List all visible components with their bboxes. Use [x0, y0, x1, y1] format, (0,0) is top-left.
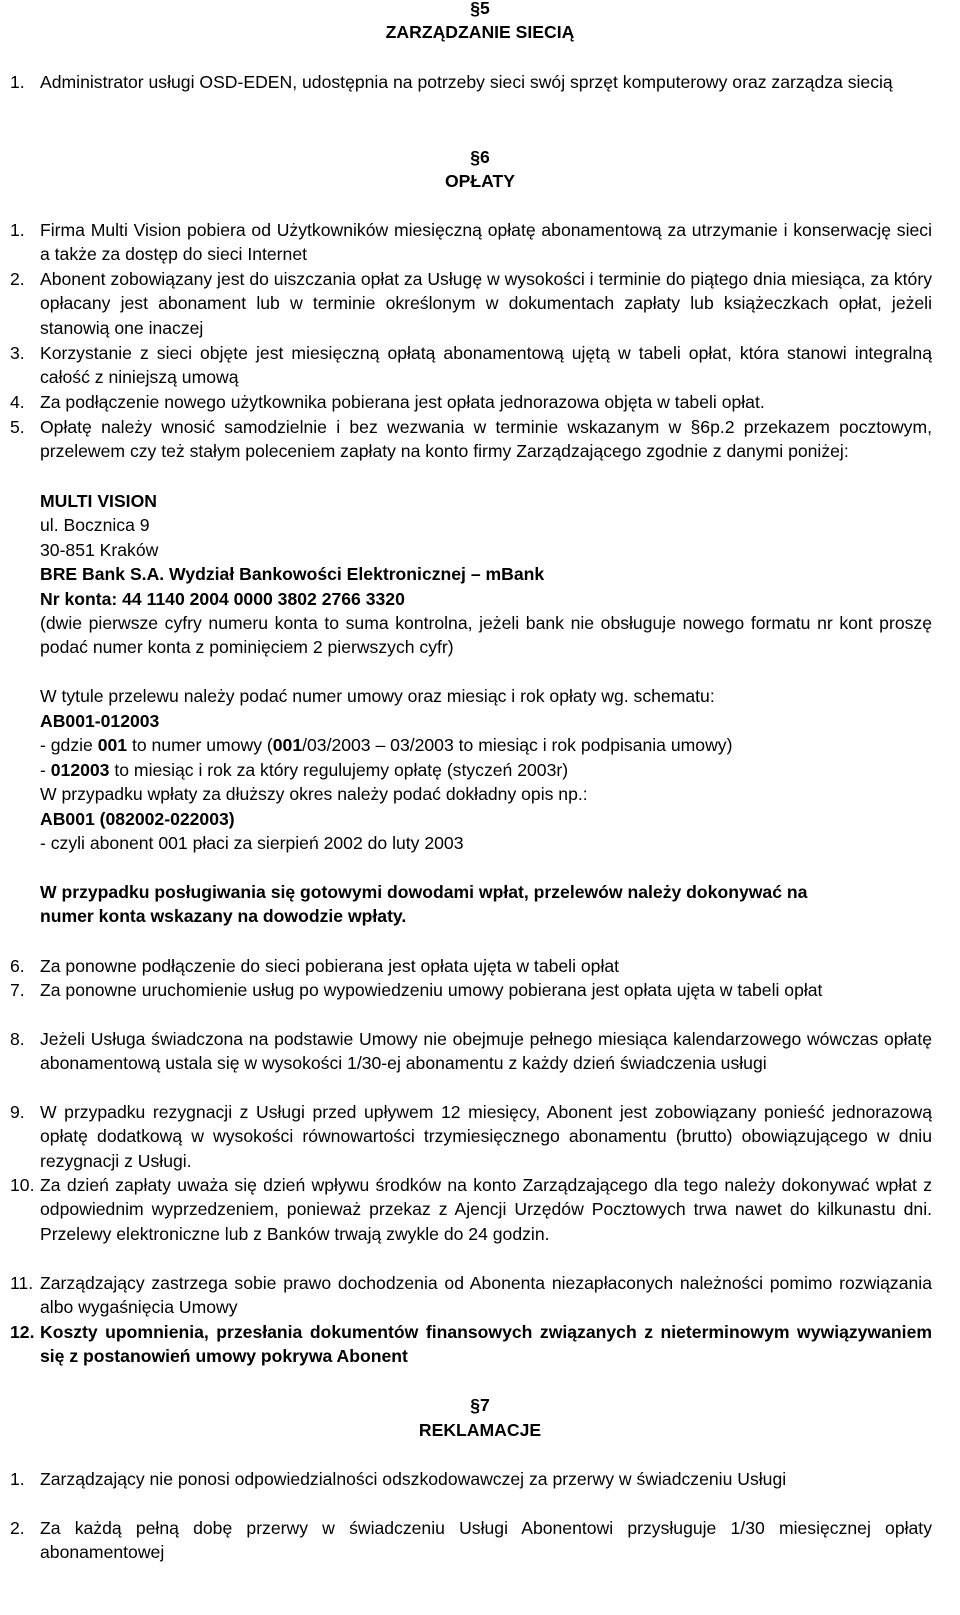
bank-name: BRE Bank S.A. Wydział Bankowości Elektronicznej – mBank — [40, 564, 545, 584]
item-number: 4. — [10, 392, 25, 412]
longer-period-explain: - czyli abonent 001 płaci za sierpień 2002 do luty 2003 — [40, 833, 464, 853]
item-text: Firma Multi Vision pobiera od Użytkowników miesięczną opłatę abonamentową za utrzymanie i konserwację sieci a także za dostęp do sieci Internet — [40, 220, 932, 265]
s6-item-1 — [10, 218, 932, 267]
period-code: 012003 — [50, 760, 110, 780]
item-number: 1. — [10, 72, 25, 92]
ready-forms-note: W przypadku posługiwania się gotowymi dowodami wpłat, przelewów należy dokonywać na numer konta wskazany na dowodzie wpłaty. — [40, 882, 808, 927]
s6-item-2 — [10, 267, 932, 340]
item-number: 12. — [10, 1322, 35, 1342]
contract-number: 001 — [97, 735, 128, 755]
company-street: ul. Bocznica 9 — [40, 515, 150, 535]
section-5-title: ZARZĄDZANIE SIECIĄ — [385, 22, 575, 42]
scheme-line-1-suffix: /03/2003 – 03/2003 to miesiąc i rok podpisania umowy) — [302, 735, 733, 755]
item-number: 3. — [10, 343, 25, 363]
section-6-number: §6 — [470, 147, 490, 167]
item-number: 6. — [10, 956, 25, 976]
item-text: Za podłączenie nowego użytkownika pobierana jest opłata jednorazowa objęta w tabeli opłat. — [40, 392, 765, 412]
s7-item-1 — [10, 1467, 932, 1491]
s6-item-4 — [10, 390, 932, 414]
s6-item-11 — [10, 1271, 932, 1320]
item-number: 1. — [10, 220, 25, 240]
s6-item-12 — [10, 1320, 932, 1369]
section-5-number: §5 — [470, 0, 490, 18]
item-number: 9. — [10, 1102, 25, 1122]
scheme-line-2-prefix: - — [40, 760, 51, 780]
item-text: Za każdą pełną dobę przerwy w świadczeniu Usługi Abonentowi przysługuje 1/30 miesięcznej opłaty abonamentowej — [40, 1518, 932, 1563]
item-text: Opłatę należy wnosić samodzielnie i bez wezwania w terminie wskazanym w §6p.2 przekazem pocztowym, przelewem czy też stałym poleceniem zapłaty na konto firmy Zarządzającego zgodnie z danymi poniżej: — [40, 417, 932, 462]
account-note: (dwie pierwsze cyfry numeru konta to suma kontrolna, jeżeli bank nie obsługuje nowego formatu nr kont proszę podać numer konta z pominięciem 2 pierwszych cyfr) — [40, 613, 932, 658]
company-city: 30-851 Kraków — [40, 540, 159, 560]
item-number: 11. — [10, 1273, 34, 1293]
item-text: W przypadku rezygnacji z Usługi przed upływem 12 miesięcy, Abonent jest zobowiązany ponieść jednorazową opłatę dodatkową w wysokości równowartości trzymiesięcznego abonamentu (brutto) obowiązującego w dniu rezygnacji z Usługi. — [40, 1102, 932, 1171]
s6-item-6 — [10, 954, 932, 978]
s6-item-3 — [10, 341, 932, 390]
scheme-line-1-middle: to numer umowy ( — [127, 735, 273, 755]
item-text: Koszty upomnienia, przesłania dokumentów finansowych związanych z nieterminowym wywiązywaniem się z postanowień umowy pokrywa Abonent — [40, 1322, 932, 1367]
item-text: Abonent zobowiązany jest do uiszczania opłat za Usługę w wysokości i terminie do piątego dnia miesiąca, za który opłacany jest abonament lub w terminie określonym w dokumentach zapłaty lub książeczkach opłat, jeżeli stanowią one inaczej — [40, 269, 932, 338]
item-number: 7. — [10, 980, 25, 1000]
s6-item-7 — [10, 978, 932, 1002]
contract-number-example: 001 — [272, 735, 303, 755]
item-text: Za ponowne uruchomienie usług po wypowiedzeniu umowy pobierana jest opłata ujęta w tabeli opłat — [40, 980, 823, 1000]
item-text: Korzystanie z sieci objęte jest miesięczną opłatą abonamentową ujętą w tabeli opłat, która stanowi integralną całość z niniejszą umową — [40, 343, 932, 388]
item-number: 10. — [10, 1175, 35, 1195]
section-6-title: OPŁATY — [444, 171, 516, 191]
company-name: MULTI VISION — [40, 491, 157, 511]
item-number: 2. — [10, 269, 25, 289]
longer-period-info: W przypadku wpłaty za dłuższy okres należy podać dokładny opis np.: — [40, 784, 588, 804]
scheme-code: AB001-012003 — [40, 711, 160, 731]
scheme-line-2-suffix: to miesiąc i rok za który regulujemy opłatę (styczeń 2003r) — [109, 760, 569, 780]
section-7-number: §7 — [470, 1395, 490, 1415]
s5-item-1 — [10, 70, 932, 94]
longer-period-code: AB001 (082002-022003) — [40, 809, 235, 829]
s6-item-9 — [10, 1100, 932, 1173]
item-number: 8. — [10, 1029, 25, 1049]
item-text: Jeżeli Usługa świadczona na podstawie Umowy nie obejmuje pełnego miesiąca kalendarzowego wówczas opłatę abonamentową ustala się w wysokości 1/30-ej abonamentu z każdy dzień świadczenia usługi — [40, 1029, 932, 1074]
item-number: 1. — [10, 1469, 25, 1489]
title-info: W tytule przelewu należy podać numer umowy oraz miesiąc i rok opłaty wg. schematu: — [40, 686, 715, 706]
item-text: Zarządzający nie ponosi odpowiedzialności odszkodowawczej za przerwy w świadczeniu Usługi — [40, 1469, 787, 1489]
item-text: Zarządzający zastrzega sobie prawo dochodzenia od Abonenta niezapłaconych należności pomimo rozwiązania albo wygaśnięcia Umowy — [40, 1273, 932, 1318]
item-text: Administrator usługi OSD-EDEN, udostępnia na potrzeby sieci swój sprzęt komputerowy oraz zarządza siecią — [40, 72, 893, 92]
scheme-line-2 — [40, 758, 932, 782]
account-number: Nr konta: 44 1140 2004 0000 3802 2766 3320 — [40, 589, 405, 609]
item-text: Za dzień zapłaty uważa się dzień wpływu środków na konto Zarządzającego dla tego należy dokonywać wpłat z odpowiednim wyprzedzeniem, ponieważ przekaz z Ajencji Urzędów Pocztowych trwa nawet do kilkunastu dni. Przelewy elektroniczne lub z Banków trwają zwykle do 24 godzin. — [40, 1175, 932, 1244]
s7-item-2 — [10, 1516, 932, 1565]
scheme-line-1-prefix: - gdzie — [40, 735, 98, 755]
item-number: 2. — [10, 1518, 25, 1538]
s6-item-5 — [10, 415, 932, 464]
scheme-line-1 — [40, 733, 932, 757]
item-number: 5. — [10, 417, 25, 437]
item-text: Za ponowne podłączenie do sieci pobierana jest opłata ujęta w tabeli opłat — [40, 956, 620, 976]
section-7-title: REKLAMACJE — [418, 1420, 542, 1440]
s6-item-10 — [10, 1173, 932, 1246]
s6-item-8 — [10, 1027, 932, 1076]
